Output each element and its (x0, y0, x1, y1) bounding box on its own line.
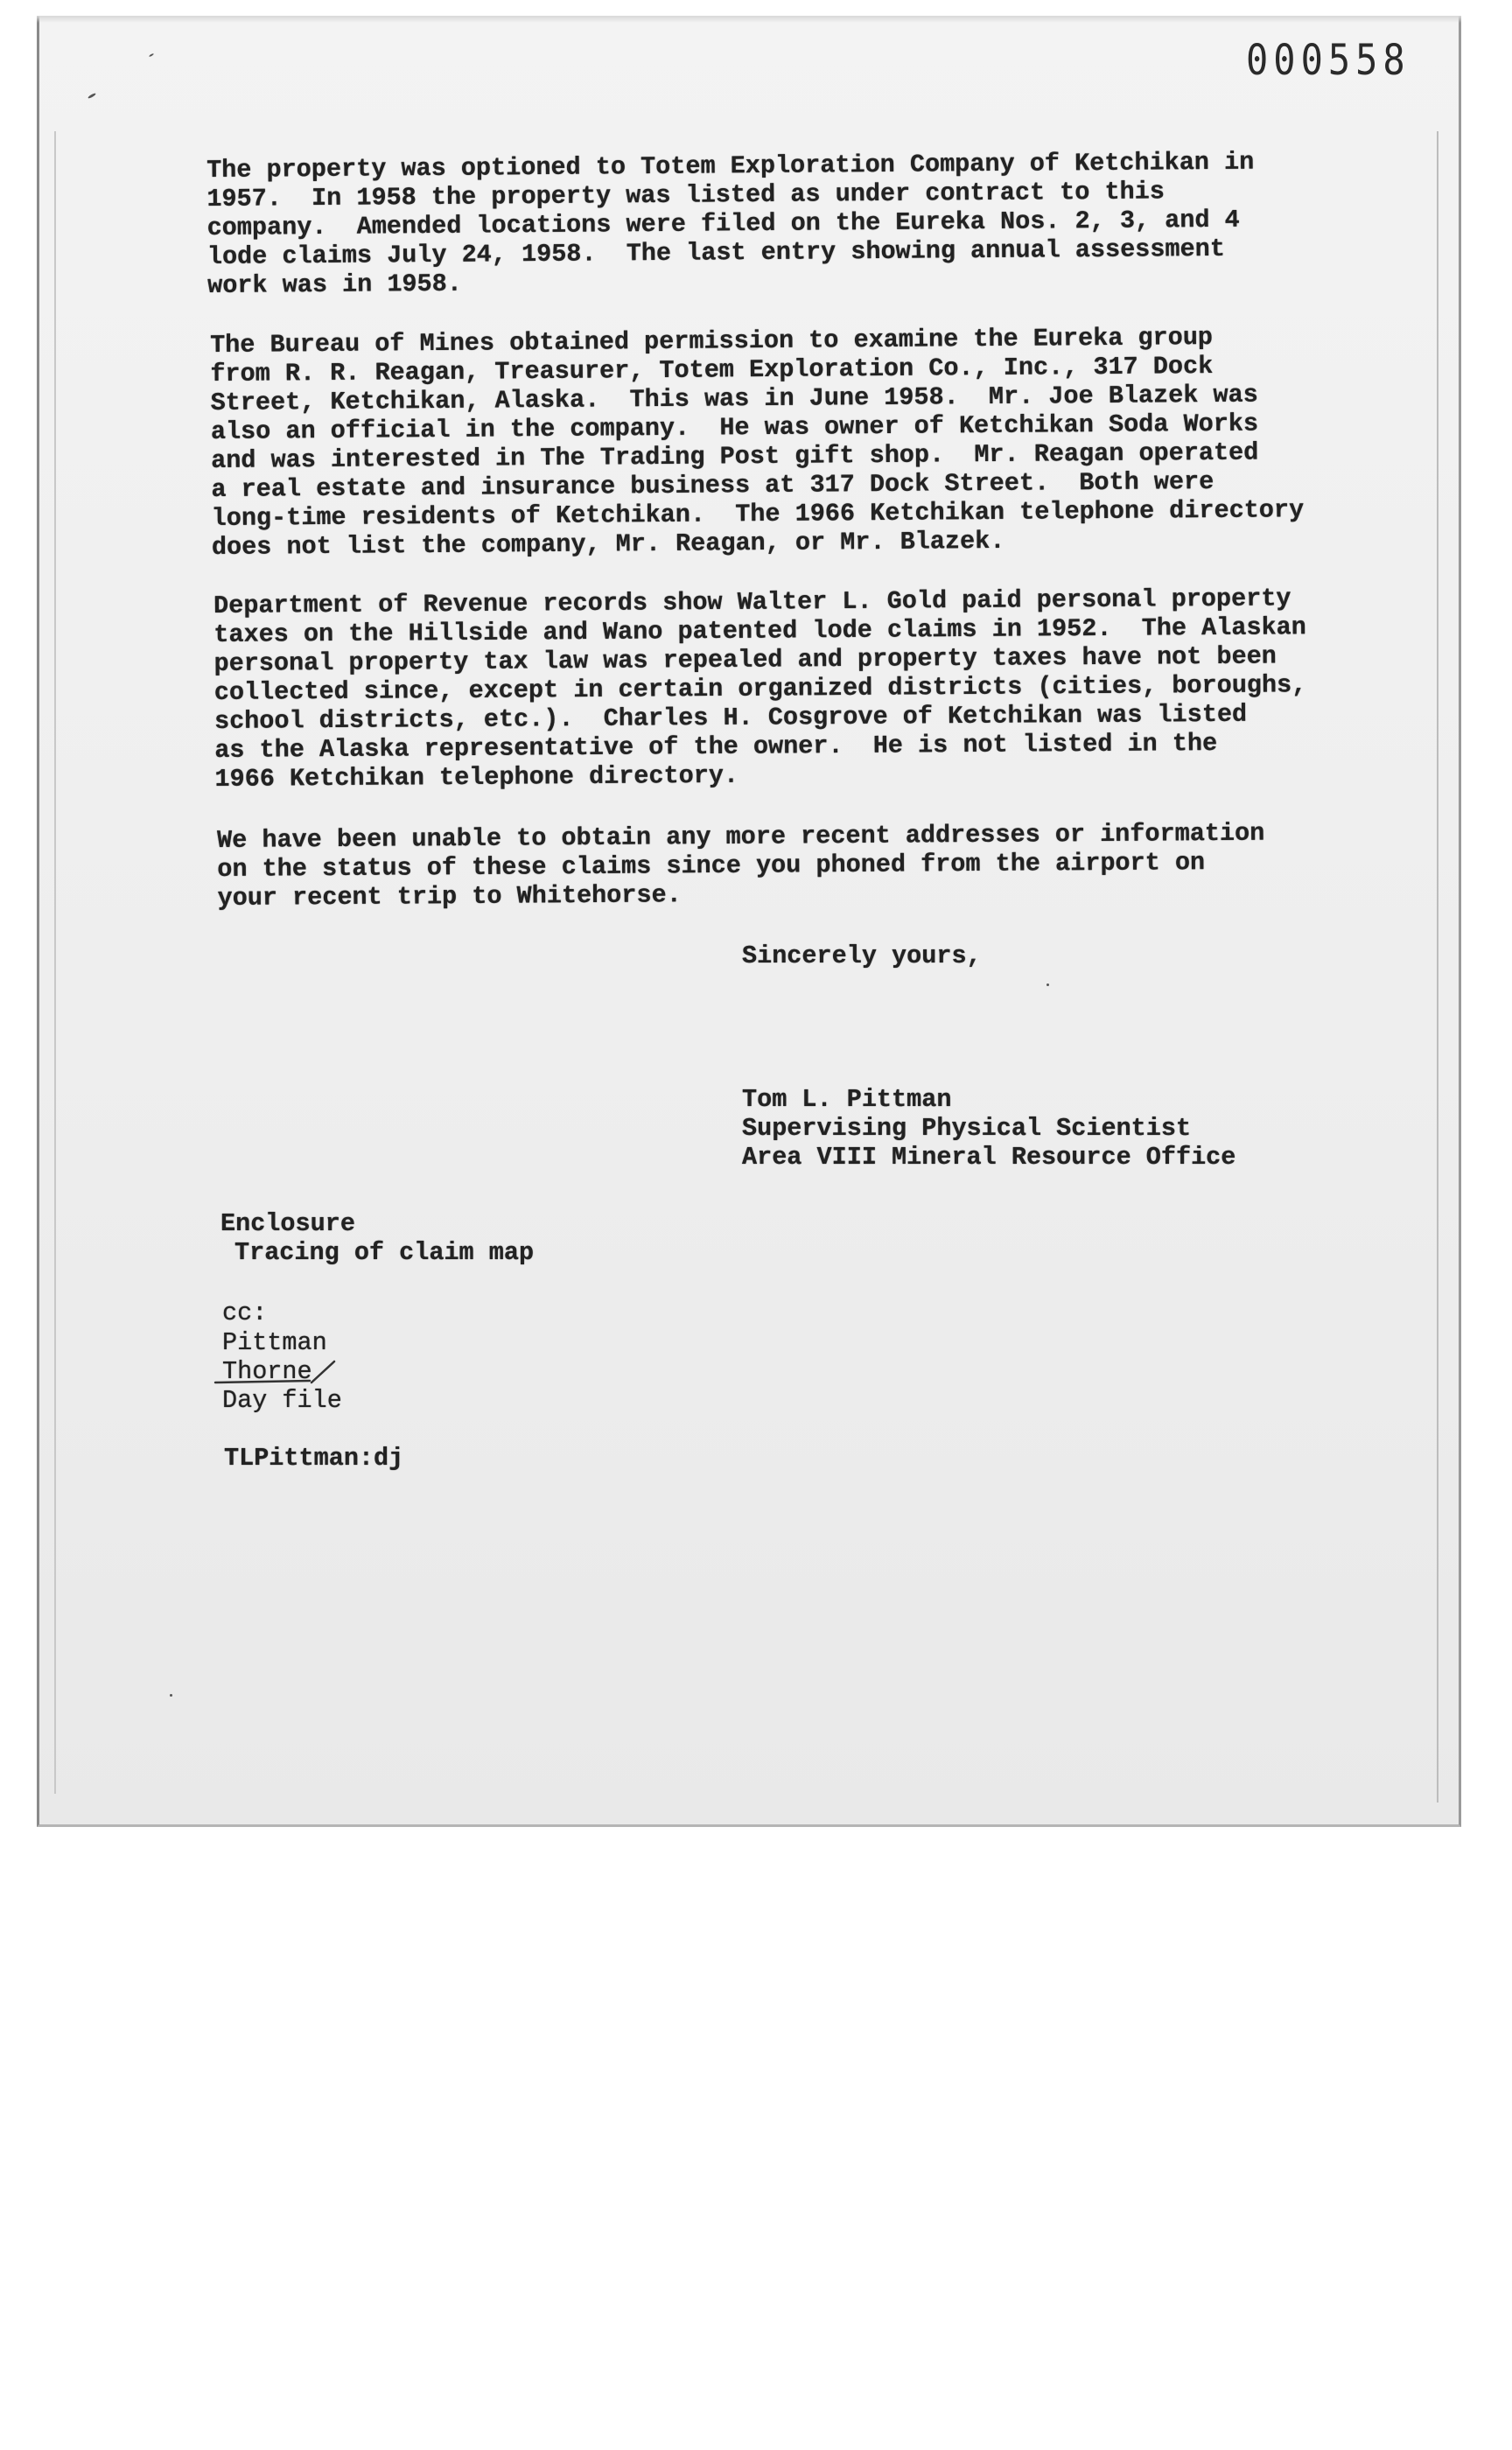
cc-recipient: Pittman (222, 1328, 327, 1357)
handwritten-check-mark (214, 1356, 338, 1388)
cc-recipient: Thorne (222, 1357, 312, 1386)
page-left-edge-line (54, 131, 56, 1794)
page-number: 000558 (1246, 35, 1410, 85)
closing-salutation: Sincerely yours, (742, 942, 982, 970)
paragraph-department-of-revenue: Department of Revenue records show Walter L. Gold paid personal property taxes on the Hillside and Wano patented lode claims in 1952. The Alaskan personal property tax law was repealed and property taxes have not been collected since, except in certain organized districts (cities, boroughs, school districts, etc.). Charles H. Cosgrove of Ketchikan was listed as the Alaska representative of the owner. He is not listed in the 1966 Ketchikan telephone directory. (214, 584, 1307, 794)
signature-office: Area VIII Mineral Resource Office (742, 1143, 1236, 1172)
paragraph-unable-to-obtain: We have been unable to obtain any more recent addresses or information on the status of these claims since you phoned from the airport on your recent trip to Whitehorse. (217, 818, 1265, 913)
enclosure-label: Enclosure (220, 1209, 355, 1238)
signature-name: Tom L. Pittman (742, 1085, 952, 1114)
scan-speck (1046, 984, 1049, 986)
cc-recipient: Day file (222, 1386, 342, 1415)
page-right-edge-line (1437, 131, 1438, 1802)
enclosure-item: Tracing of claim map (234, 1238, 535, 1267)
typist-initials: TLPittman:dj (224, 1444, 404, 1473)
page-top-shadow (37, 16, 1461, 23)
cc-label: cc: (222, 1298, 268, 1327)
paragraph-property-option: The property was optioned to Totem Exploration Company of Ketchikan in 1957. In 1958 the property was listed as under contract to this company. Amended locations were filed on the Eureka Nos. 2, 3, and 4 lode claims July 24, 1958. The last entry showing annual assessment work was in 1958. (206, 147, 1255, 300)
scan-speck (170, 1694, 172, 1697)
signature-title: Supervising Physical Scientist (742, 1114, 1192, 1143)
paragraph-bureau-of-mines: The Bureau of Mines obtained permission to examine the Eureka group from R. R. Reagan, Treasurer, Totem Exploration Co., Inc., 317 Dock Street, Ketchikan, Alaska. This was in June 1958. Mr. Joe Blazek was also an official in the company. He was owner of Ketchikan Soda Works and was interested in The Trading Post gift shop. Mr. Reagan operated a real estate and insurance business at 317 Dock Street. Both were long-time residents of Ketchikan. The 1966 Ketchikan telephone directory does not list the company, Mr. Reagan, or Mr. Blazek. (210, 323, 1305, 562)
